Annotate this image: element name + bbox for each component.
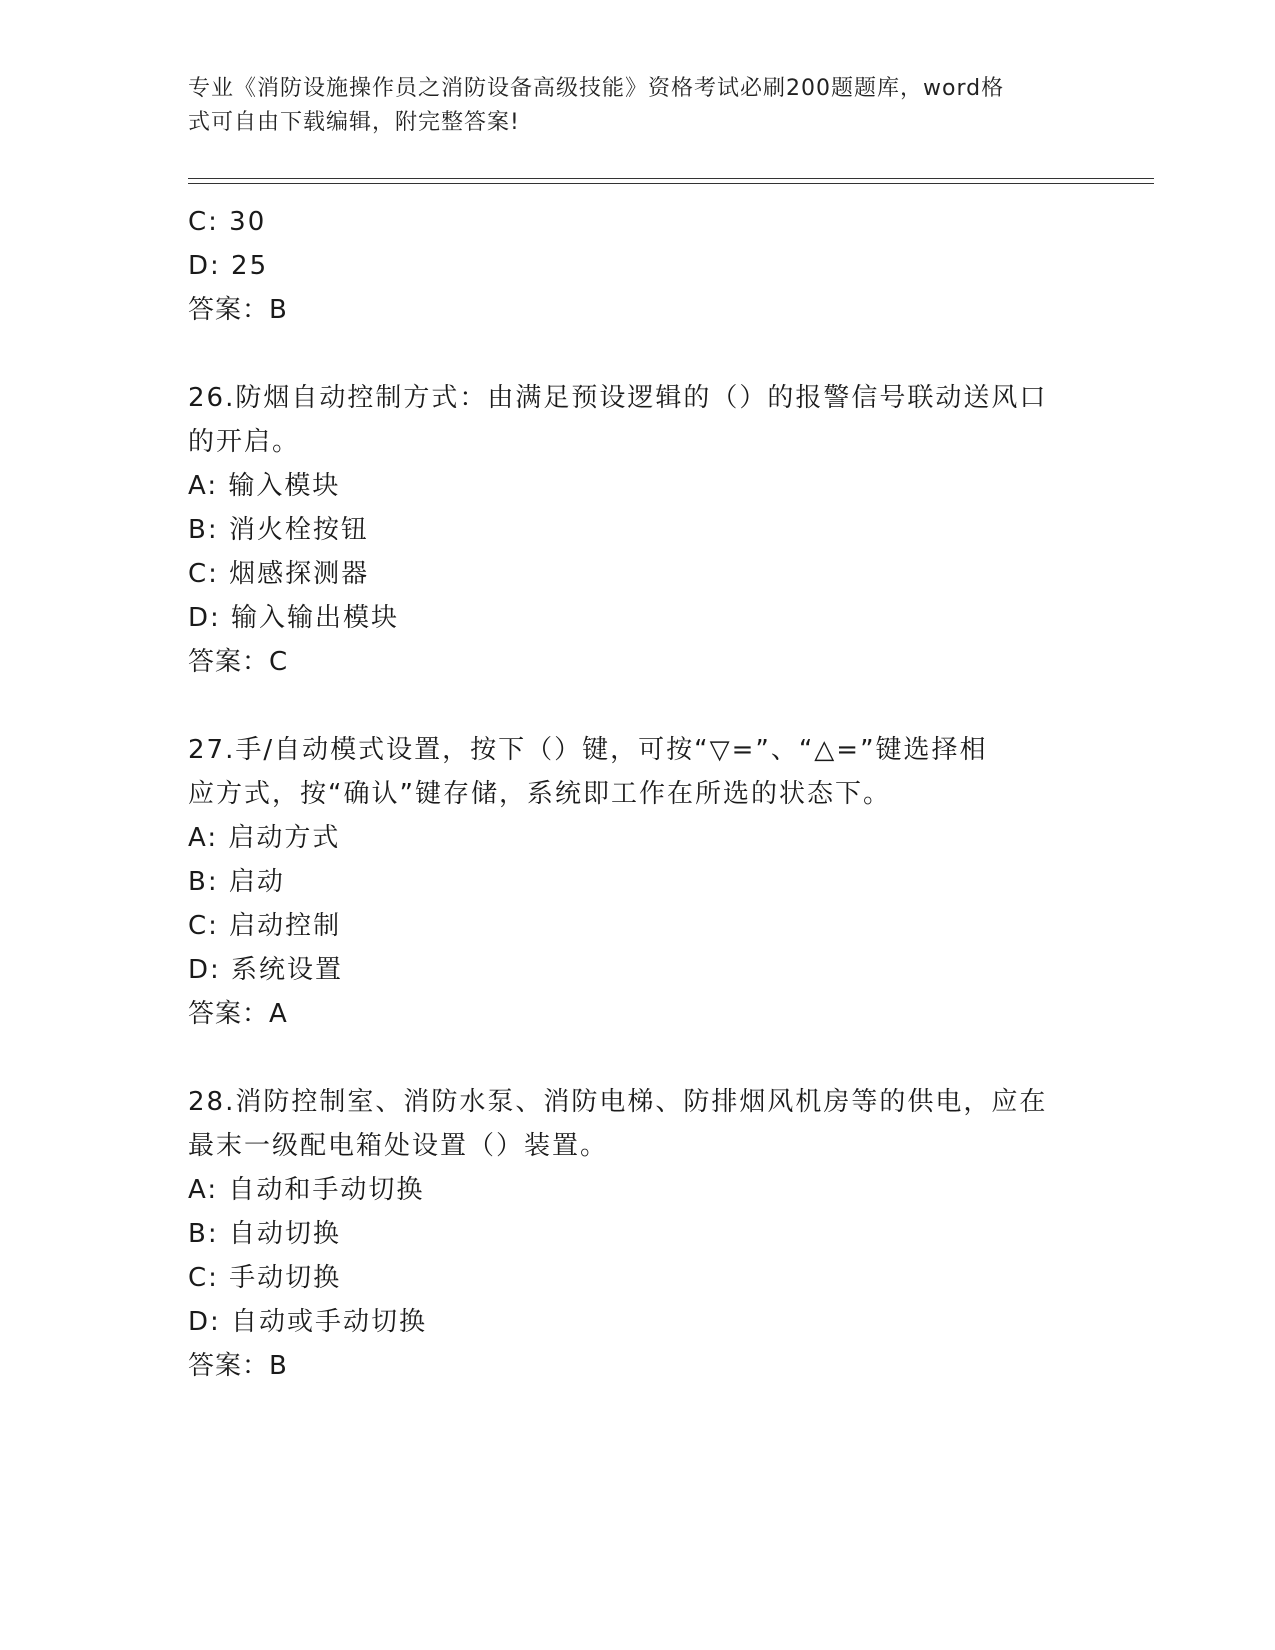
q28-option-a: A: 自动和手动切换	[188, 1175, 425, 1205]
header-divider-top	[188, 178, 1154, 179]
header-line-2: 式可自由下载编辑，附完整答案!	[188, 110, 520, 135]
q27-option-a: A: 启动方式	[188, 823, 341, 853]
q27-option-c: C: 启动控制	[188, 911, 342, 941]
header-divider-bottom	[188, 183, 1154, 184]
q27-answer: 答案：A	[188, 999, 288, 1029]
q27-stem-line-1: 27.手/自动模式设置，按下（）键，可按“▽=”、“△=”键选择相	[188, 735, 988, 765]
q28-option-d: D: 自动或手动切换	[188, 1307, 428, 1337]
q26-option-d: D: 输入输出模块	[188, 603, 400, 633]
prev-option-d: D: 25	[188, 251, 269, 281]
q28-stem-line-2: 最末一级配电箱处设置（）装置。	[188, 1131, 609, 1161]
q26-stem-line-1: 26.防烟自动控制方式：由满足预设逻辑的（）的报警信号联动送风口	[188, 383, 1048, 413]
q28-option-c: C: 手动切换	[188, 1263, 342, 1293]
q28-option-b: B: 自动切换	[188, 1219, 341, 1249]
q26-option-b: B: 消火栓按钮	[188, 515, 369, 545]
q27-option-d: D: 系统设置	[188, 955, 344, 985]
prev-option-c: C: 30	[188, 207, 267, 237]
q26-answer: 答案：C	[188, 647, 289, 677]
q28-answer: 答案：B	[188, 1351, 288, 1381]
header-line-1: 专业《消防设施操作员之消防设备高级技能》资格考试必刷200题题库，word格	[188, 76, 1005, 101]
q26-option-a: A: 输入模块	[188, 471, 341, 501]
q27-option-b: B: 启动	[188, 867, 285, 897]
q27-stem-line-2: 应方式，按“确认”键存储，系统即工作在所选的状态下。	[188, 779, 891, 809]
q26-stem-line-2: 的开启。	[188, 427, 301, 457]
prev-answer: 答案：B	[188, 295, 288, 325]
q28-stem-line-1: 28.消防控制室、消防水泵、消防电梯、防排烟风机房等的供电，应在	[188, 1087, 1048, 1117]
q26-option-c: C: 烟感探测器	[188, 559, 370, 589]
document-header	[188, 72, 1068, 140]
